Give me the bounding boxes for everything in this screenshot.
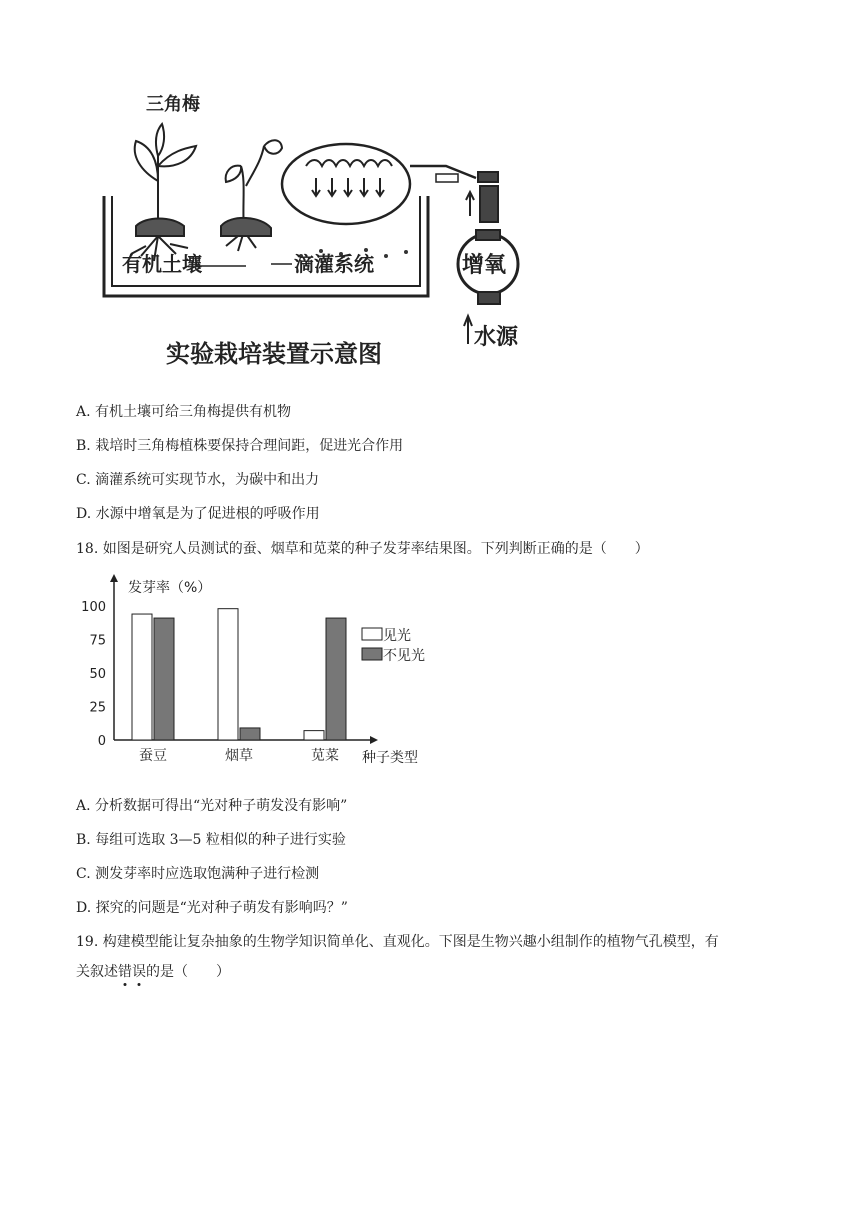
q17-option-c: C. 滴灌系统可实现节水，为碳中和出力 [76,472,320,488]
bar [132,614,152,740]
q18-option-c: C. 测发芽率时应选取饱满种子进行检测 [76,866,320,882]
legend-swatch [362,648,382,660]
y-tick-label: 75 [89,633,106,649]
y-tick-label: 0 [97,734,106,749]
y-axis-label: 发芽率（%） [128,580,212,596]
q19-emphasis-char: 误 [132,964,146,980]
apparatus-caption: 实验栽培装置示意图 [166,340,382,368]
x-tick-label: 蚕豆 [139,748,167,764]
q18-option-a: A. 分析数据可得出“光对种子萌发没有影响” [76,798,348,814]
q17-option-b: B. 栽培时三角梅植株要保持合理间距，促进光合作用 [76,438,404,454]
y-tick-label: 25 [89,700,106,716]
bar [326,618,346,740]
x-tick-label: 烟草 [225,748,253,764]
q17-option-d: D. 水源中增氧是为了促进根的呼吸作用 [76,506,320,522]
water-label: 水源 [474,325,519,350]
bar [218,609,238,740]
q19-text-post: 的是（ ） [146,964,230,980]
q19-emphasis-char: 错 [118,964,132,980]
seedling-icon [221,140,282,251]
soil-label: 有机土壤 [122,252,202,276]
q18-option-d: D. 探究的问题是“光对种子萌发有影响吗？” [76,900,348,916]
legend-label: 见光 [383,628,411,644]
q18-option-b: B. 每组可选取 3—5 粒相似的种子进行实验 [76,832,346,848]
q18-stem: 18. 如图是研究人员测试的蚕、烟草和苋菜的种子发芽率结果图。下列判断正确的是（ ） [76,541,649,557]
x-tick-label: 苋菜 [311,748,339,764]
bar [304,731,324,740]
y-axis-arrow [110,574,118,582]
drip-label: 滴灌系统 [294,252,374,276]
q19-stem-line1: 19. 构建模型能让复杂抽象的生物学知识简单化、直观化。下图是生物兴趣小组制作的植物气孔模型，有 [76,934,719,950]
bar [154,618,174,740]
q19-stem-line2 [76,962,230,982]
legend-swatch [362,628,382,640]
bougainvillea-plant-icon [131,124,196,261]
q17-option-a: A. 有机土壤可给三角梅提供有机物 [76,404,292,420]
legend-label: 不见光 [383,648,425,664]
germination-bar-chart [80,574,460,774]
q19-text-pre: 关叙述 [76,964,118,980]
apparatus-diagram [96,86,536,376]
plant-label: 三角梅 [146,94,200,115]
bar [240,728,260,740]
y-tick-label: 50 [89,667,106,682]
x-axis-arrow [370,736,378,744]
x-axis-label: 种子类型 [362,750,418,766]
oxygen-label: 增氧 [462,253,507,278]
y-tick-label: 100 [81,600,106,615]
